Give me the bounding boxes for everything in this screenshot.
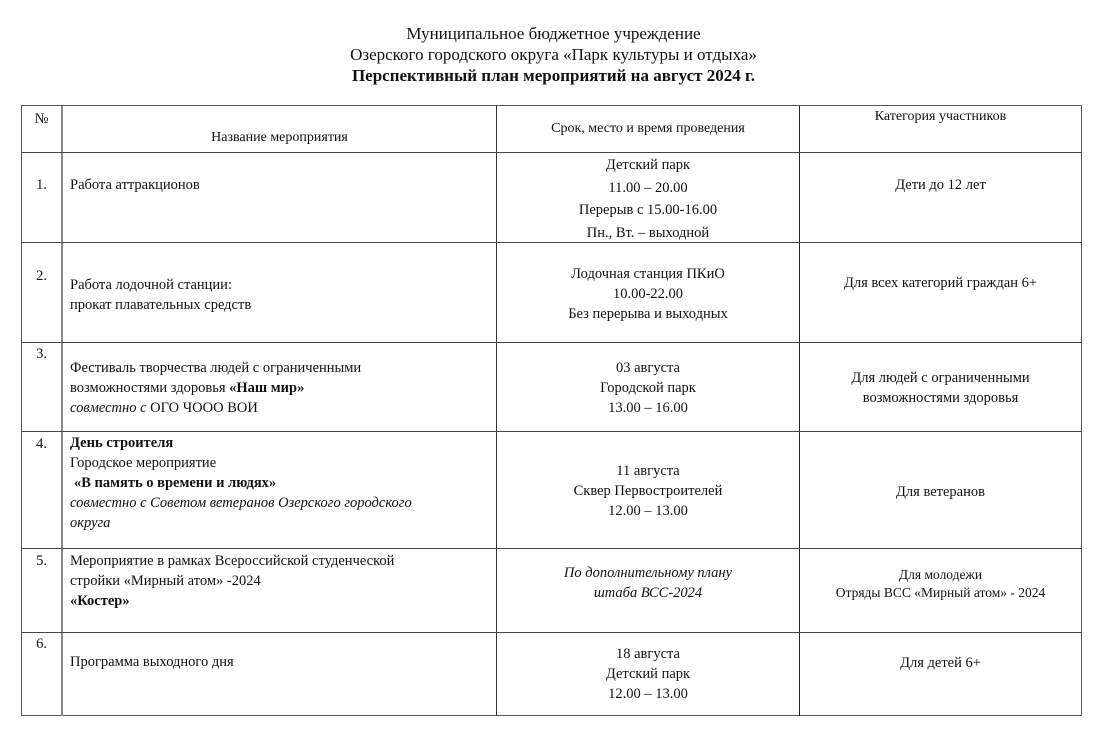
- table-row: [22, 633, 1081, 716]
- org-line-2: Озерского городского округа «Парк культуры и отдыха»: [350, 45, 757, 64]
- row-num: [22, 432, 63, 548]
- row-category: [800, 549, 1081, 632]
- event-name-line-1: Фестиваль творчества людей с ограниченными: [70, 360, 362, 376]
- event-date: 18 августа: [616, 646, 680, 662]
- document-title: Перспективный план мероприятий на август 2024 г.: [351, 66, 756, 85]
- header-num: [22, 106, 63, 152]
- row-num: [22, 153, 63, 242]
- partner-name: ОГО ЧООО ВОИ: [150, 400, 258, 416]
- row-when: [497, 633, 800, 716]
- event-place: Детский парк: [605, 666, 691, 682]
- table-row: [22, 549, 1081, 633]
- event-place: Детский парк: [605, 157, 691, 173]
- event-category-line-2: Отряды ВСС «Мирный атом» - 2024: [835, 585, 1046, 600]
- header-category: [800, 106, 1081, 152]
- header-when: [497, 106, 800, 152]
- event-schedule-line-1: По дополнительному плану: [563, 565, 733, 581]
- table-row: [22, 243, 1081, 343]
- row-name: [63, 243, 497, 342]
- partner-prefix: совместно с: [70, 400, 151, 416]
- row-num-label: 5.: [36, 553, 47, 569]
- event-type: Городское мероприятие: [70, 455, 217, 471]
- table-header-row: [22, 106, 1081, 153]
- event-place: Сквер Первостроителей: [573, 483, 723, 499]
- event-name: Работа аттракционов: [70, 176, 200, 193]
- event-category: Дети до 12 лет: [895, 176, 986, 193]
- row-category: [800, 343, 1081, 431]
- event-category-line-2: возможностями здоровья: [862, 390, 1019, 406]
- row-category: [800, 432, 1081, 548]
- row-when: [497, 243, 800, 342]
- event-date: 11 августа: [616, 463, 680, 479]
- row-num-label: 6.: [36, 636, 47, 652]
- events-table: [21, 105, 1082, 716]
- row-num-label: 3.: [36, 346, 47, 362]
- event-schedule-line-2: штаба ВСС-2024: [593, 585, 703, 601]
- event-category: Для всех категорий граждан 6+: [843, 275, 1038, 291]
- event-date: 03 августа: [616, 360, 680, 376]
- row-num: [22, 633, 63, 716]
- event-name-line-2: стройки «Мирный атом» -2024: [70, 573, 261, 589]
- event-partner-line-2: округа: [70, 515, 111, 531]
- row-num: [22, 243, 63, 342]
- event-name-text: возможностями здоровья: [70, 380, 230, 396]
- document-header: [0, 23, 1107, 86]
- header-name-label: Название мероприятия: [211, 130, 348, 145]
- event-subtitle: прокат плавательных средств: [70, 297, 252, 313]
- row-category: [800, 243, 1081, 342]
- row-category: [800, 633, 1081, 716]
- row-when: [497, 153, 800, 242]
- event-time: 11.00 – 20.00: [608, 179, 688, 196]
- table-row: [22, 432, 1081, 549]
- event-name: Работа лодочной станции:: [70, 277, 232, 293]
- event-category-line-1: Для людей с ограниченными: [851, 370, 1030, 386]
- row-name: [63, 153, 497, 242]
- header-name: [63, 106, 497, 152]
- event-partner: [70, 398, 496, 418]
- row-name: [63, 343, 497, 431]
- row-name: [63, 432, 497, 548]
- event-note: Без перерыва и выходных: [568, 306, 728, 322]
- event-partner-line-1: совместно с Советом ветеранов Озерского городского: [70, 495, 412, 511]
- event-category-line-1: Для молодежи: [898, 567, 983, 582]
- row-when: [497, 549, 800, 632]
- event-time: 13.00 – 16.00: [608, 400, 688, 416]
- event-time: 10.00-22.00: [612, 286, 684, 302]
- event-title-bold: «Наш мир»: [229, 380, 305, 396]
- event-place: Лодочная станция ПКиО: [571, 266, 725, 282]
- row-num-label: 1.: [36, 176, 47, 193]
- row-name: [63, 549, 497, 632]
- header-when-label: Срок, место и время проведения: [551, 121, 745, 136]
- header-num-label: №: [34, 111, 49, 127]
- row-num-label: 4.: [36, 436, 47, 452]
- event-name: Программа выходного дня: [70, 654, 234, 670]
- row-num-label: 2.: [36, 268, 47, 284]
- event-category: Для детей 6+: [900, 655, 981, 671]
- event-place: Городской парк: [600, 380, 696, 396]
- row-num: [22, 549, 63, 632]
- row-num: [22, 343, 63, 431]
- org-line-1: Муниципальное бюджетное учреждение: [406, 24, 701, 43]
- header-category-label: Категория участников: [874, 109, 1007, 124]
- event-name-line-2: [70, 378, 496, 398]
- event-break: Перерыв с 15.00-16.00: [578, 202, 718, 218]
- row-when: [497, 343, 800, 431]
- event-days-off: Пн., Вт. – выходной: [586, 224, 710, 241]
- table-row: [22, 343, 1081, 432]
- event-title-bold: «Костер»: [70, 593, 130, 609]
- row-when: [497, 432, 800, 548]
- event-title-bold: «В память о времени и людях»: [74, 475, 277, 491]
- event-name-line-1: Мероприятие в рамках Всероссийской студенческой: [70, 553, 395, 569]
- table-row: [22, 153, 1081, 243]
- event-time: 12.00 – 13.00: [608, 503, 688, 519]
- event-category: Для ветеранов: [896, 484, 985, 500]
- row-category: [800, 153, 1081, 242]
- event-time: 12.00 – 13.00: [608, 686, 688, 702]
- event-name: День строителя: [70, 435, 174, 451]
- row-name: [63, 633, 497, 716]
